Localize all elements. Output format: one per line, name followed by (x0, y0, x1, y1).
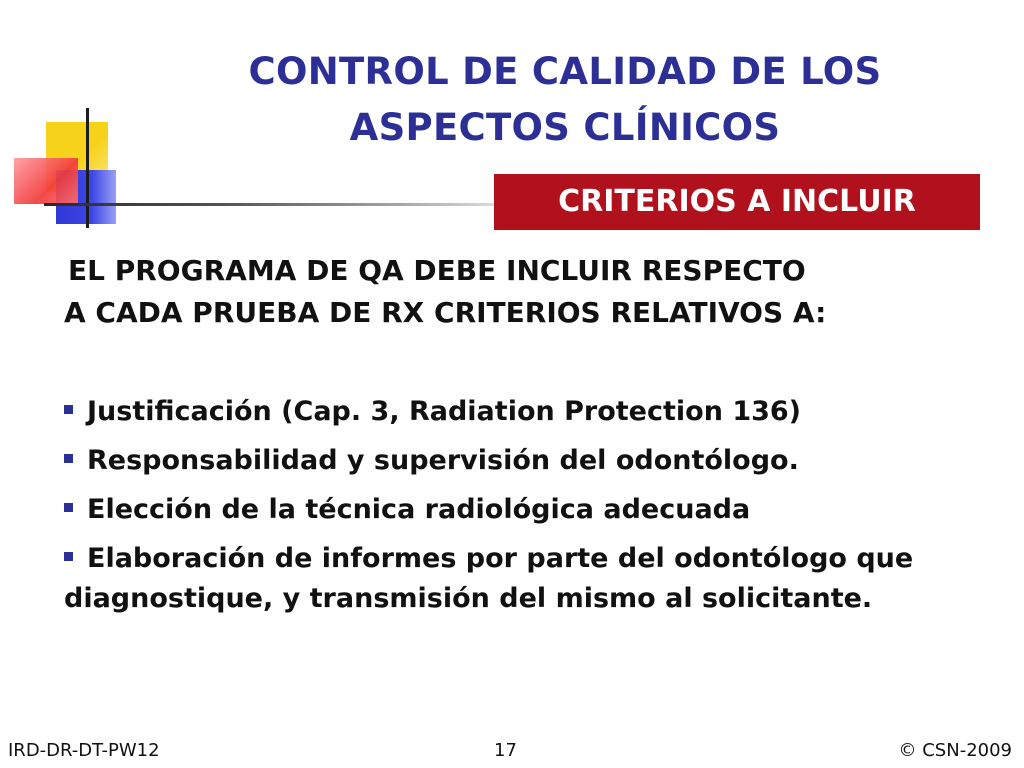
footer-copyright: © CSN-2009 (898, 740, 1012, 761)
bullet-text: Justificación (Cap. 3, Radiation Protection 136) (87, 396, 802, 427)
intro-line-2: A CADA PRUEBA DE RX CRITERIOS RELATIVOS A: (64, 296, 827, 329)
bullet-text: Responsabilidad y supervisión del odontólogo. (87, 445, 799, 476)
horizontal-rule (44, 203, 498, 206)
section-tag: CRITERIOS A INCLUIR (494, 174, 980, 230)
list-item (64, 490, 994, 530)
list-item (64, 392, 994, 432)
bullet-text: Elaboración de informes por parte del odontólogo que diagnostique, y transmisión del mismo al solicitante. (64, 543, 914, 614)
vertical-line-decoration (86, 108, 89, 228)
list-item (64, 539, 994, 619)
bullet-text: Elección de la técnica radiológica adecuada (87, 494, 751, 525)
title-line-2: ASPECTOS CLÍNICOS (349, 106, 781, 149)
slide-title (150, 44, 980, 156)
bullet-list (64, 392, 994, 628)
intro-line-1: EL PROGRAMA DE QA DEBE INCLUIR RESPECTO (68, 254, 806, 287)
bullet-square-icon (64, 405, 73, 414)
intro-text (64, 250, 994, 334)
bullet-square-icon (64, 503, 73, 512)
page-number: 17 (494, 740, 517, 761)
footer-document-code: IRD-DR-DT-PW12 (8, 740, 160, 761)
bullet-square-icon (64, 454, 73, 463)
list-item (64, 441, 994, 481)
red-square-decoration (14, 158, 78, 204)
bullet-square-icon (64, 552, 73, 561)
footer (0, 738, 1024, 768)
title-line-1: CONTROL DE CALIDAD DE LOS (248, 50, 882, 93)
